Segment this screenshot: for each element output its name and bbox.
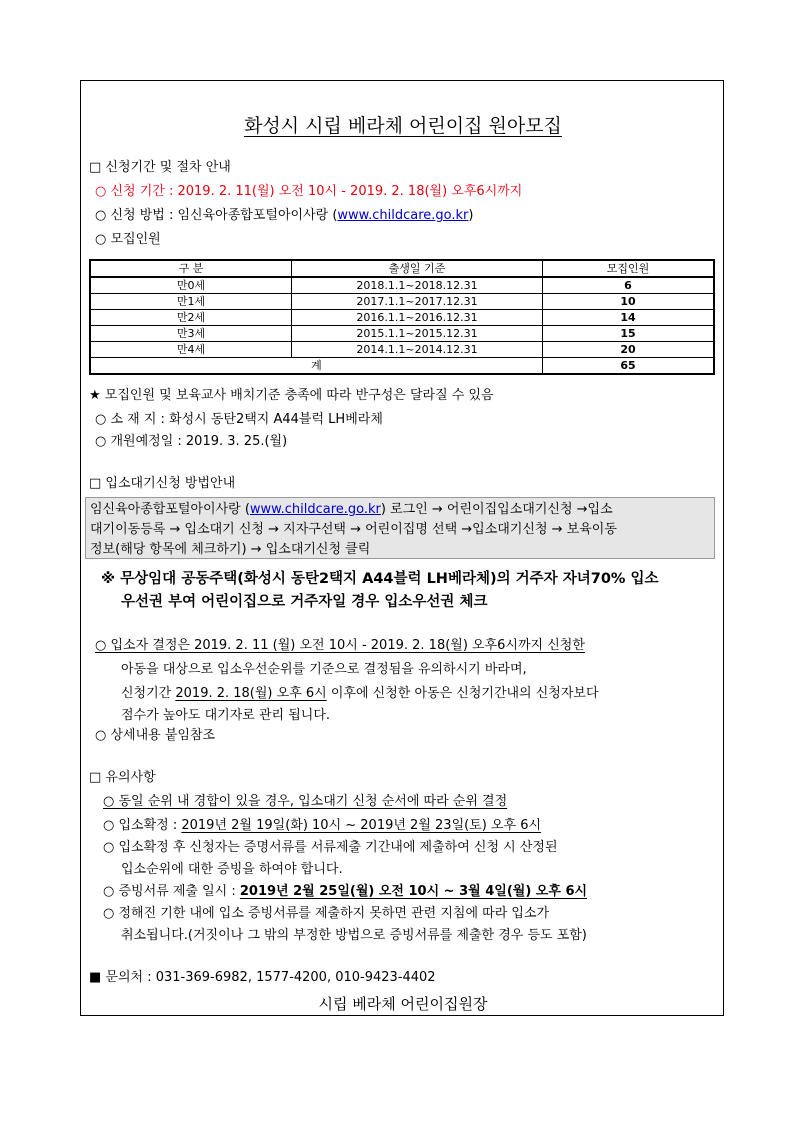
page-title: 화성시 시립 베라체 어린이집 원아모집 [244,115,562,137]
signature: 시립 베라체 어린이집원장 [318,995,488,1013]
procedure-line-1 [90,500,710,520]
note-item-5-line-1: ○ 정해진 기한 내에 입소 증빙서류를 제출하지 못하면 관련 지침에 따라 입소가 [103,906,550,921]
opening-date-line: ○ 개원예정일 : 2019. 3. 25.(월) [95,434,288,449]
table-header: 구 분 [90,260,292,277]
recruit-heading: ○ 모집인원 [95,232,161,247]
table-cell: 만3세 [90,326,292,342]
decision-line-3 [121,685,599,703]
decision-line-4: 점수가 높아도 대기자로 관리 됩니다. [121,708,331,723]
table-row [90,277,714,294]
procedure-prefix: 임신육아종합포털아이사랑 ( [90,502,250,517]
note-item-3-line-2: 입소순위에 대한 증빙을 하여야 합니다. [121,862,343,877]
table-row [90,310,714,326]
table-cell: 2015.1.1~2015.12.31 [292,326,543,342]
table-header: 모집인원 [543,260,715,277]
table-cell: 10 [543,294,715,310]
decision-line-3-suffix: 이후에 신청한 아동은 신청기간내의 신청자보다 [326,686,599,701]
childcare-link[interactable]: www.childcare.go.kr [337,208,469,223]
waitlist-procedure-box [85,497,715,559]
priority-notice-line-1: ※ 무상임대 공동주택(화성시 동탄2택지 A44블럭 LH베라체)의 거주자 자녀70% 입소 [101,571,659,587]
table-total-label: 계 [90,358,543,375]
address-line: ○ 소 재 지 : 화성시 동탄2택지 A44블럭 LH베라체 [95,412,383,427]
decision-line-2: 아동을 대상으로 입소우선순위를 기준으로 결정됨을 유의하시기 바라며, [121,662,527,677]
table-header: 출생일 기준 [292,260,543,277]
application-method [95,207,473,225]
table-total-value: 65 [543,358,715,375]
table-cell: 만4세 [90,342,292,358]
table-row [90,294,714,310]
table-cell: 6 [543,277,715,294]
note-item-4 [103,883,587,901]
details-reference: ○ 상세내용 붙임참조 [95,728,216,743]
class-composition-note: ★ 모집인원 및 보육교사 배치기준 충족에 따라 반구성은 달라질 수 있음 [89,388,494,403]
table-cell: 2017.1.1~2017.12.31 [292,294,543,310]
table-row [90,342,714,358]
recruitment-table [89,259,715,375]
note-item-2-prefix: ○ 입소확정 : [103,818,182,833]
note-item-5-line-2: 취소됩니다.(거짓이나 그 밖의 부정한 방법으로 증빙서류를 제출한 경우 등도 포함) [121,928,587,943]
decision-line-1: ○ 입소자 결정은 2019. 2. 11 (월) 오전 10시 - 2019. 2. 18(월) 오후6시까지 신청한 [95,638,585,653]
decision-line-3-prefix: 신청기간 [121,686,176,701]
contact-line: ■ 문의처 : 031-369-6982, 1577-4200, 010-9423-4402 [89,970,436,985]
table-header-row [90,260,714,277]
document-frame [80,80,724,1016]
procedure-line-3: 정보(해당 항목에 체크하기) → 입소대기신청 클릭 [90,542,371,557]
table-row [90,326,714,342]
application-period: ○ 신청 기간 : 2019. 2. 11(월) 오전 10시 - 2019. 2. 18(월) 오후6시까지 [95,184,523,199]
application-method-suffix: ) [468,208,474,223]
table-cell: 20 [543,342,715,358]
childcare-link[interactable]: www.childcare.go.kr [249,502,381,517]
table-cell: 2016.1.1~2016.12.31 [292,310,543,326]
decision-deadline: 2019. 2. 18(월) 오후 6시 [175,686,327,701]
section-application-heading: □ 신청기간 및 절차 안내 [89,160,231,175]
table-total-row [90,358,714,375]
note-item-1: ○ 동일 순위 내 경합이 있을 경우, 입소대기 신청 순서에 따라 순위 결정 [103,794,508,809]
table-cell: 만1세 [90,294,292,310]
procedure-suffix: ) 로그인 → 어린이집입소대기신청 →입소 [380,502,613,517]
procedure-line-2: 대기이동등록 → 입소대기 신청 → 지자구선택 → 어린이집명 선택 →입소대기신청 → 보육이동 [90,522,617,537]
document-submission-period: 2019년 2월 25일(월) 오전 10시 ~ 3월 4일(월) 오후 6시 [239,884,588,899]
section-waitlist-heading: □ 입소대기신청 방법안내 [89,476,236,491]
table-cell: 14 [543,310,715,326]
note-item-4-prefix: ○ 증빙서류 제출 일시 : [103,884,240,899]
table-cell: 15 [543,326,715,342]
application-method-prefix: ○ 신청 방법 : 임신육아종합포털아이사랑 ( [95,208,338,223]
note-item-3-line-1: ○ 입소확정 후 신청자는 증명서류를 서류제출 기간내에 제출하여 신청 시 산정된 [103,840,558,855]
section-notes-heading: □ 유의사항 [89,770,156,785]
note-item-2 [103,817,541,835]
priority-notice-line-2: 우선권 부여 어린이집으로 거주자일 경우 입소우선권 체크 [121,594,488,610]
table-cell: 2018.1.1~2018.12.31 [292,277,543,294]
table-cell: 만0세 [90,277,292,294]
table-cell: 만2세 [90,310,292,326]
table-cell: 2014.1.1~2014.12.31 [292,342,543,358]
admission-confirm-period: 2019년 2월 19일(화) 10시 ~ 2019년 2월 23일(토) 오후 6시 [181,818,542,833]
